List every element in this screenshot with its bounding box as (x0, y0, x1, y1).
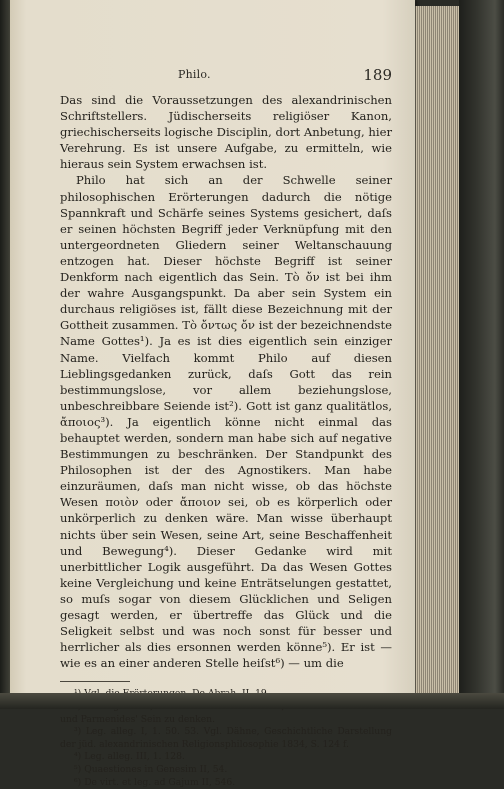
footnote: ³) Leg. alleg. I, 1. 50. 53. Vgl. Dähne, Geschichtliche Darstellung der jüd. alexandrinischen Religionsphilosophie 1834, S. 124 f. (60, 726, 392, 750)
running-title: Philo. (178, 68, 211, 81)
bottom-shadow (0, 693, 504, 709)
book-page (10, 0, 415, 788)
running-head (60, 60, 392, 86)
footnote: ⁴) Leg. alleg. III, 1. 128. (74, 751, 185, 763)
paragraph: Das sind die Voraussetzungen des alexandrinischen Schriftstellers. Jüdischerseits religiöser Kanon, griechischerseits logische Disciplin, dort Anbetung, hier Verehrung. Es ist unsere Aufgabe, zu ermitteln, wie hieraus sein System erwachsen ist. (60, 93, 392, 172)
footnote: ⁶) De virt. et leg. ad Gajum II, 546. (74, 776, 236, 788)
footnote: ⁵) Quaestiones in Genesim II, 54. (74, 763, 228, 775)
footnote-rule (60, 681, 130, 682)
page-number: 189 (363, 66, 392, 84)
page-fore-edge (415, 6, 460, 696)
text-block (60, 60, 392, 789)
book-cover-edge (459, 0, 504, 709)
body-text (60, 92, 392, 671)
footnote: und Parmenides' Sein zu denken. (60, 713, 216, 725)
paragraph: Philo hat sich an der Schwelle seiner philosophischen Erörterungen dadurch die nötige Spannkraft und Schärfe seines Systems gesichert, daſs er seinen höchsten Begriff jeder Verknüpfung mit den untergeordneten Gliedern seiner Weltanschauung entzogen hat. Dieser höchste Begriff ist seiner Denkform nach eigentlich das Sein. Τὸ ὄν ist bei ihm der wahre Ausgangspunkt. Da aber sein System ein durchaus religiöses ist, fällt diese Bezeichnung mit der Gottheit zusammen. Τὸ ὄντως ὄν ist der bezeichnendste Name Gottes¹). Ja es ist dies eigentlich sein einziger Name. Vielfach kommt Philo auf diesen Lieblingsgedanken zurück, daſs Gott das rein bestimmungslose, vor allem beziehungslose, unbeschreibbare Seiende ist²). Gott ist ganz qualitätlos, ἄποιος³). Ja eigentlich könne nicht einmal das behauptet werden, sondern man habe sich auf negative Bestimmungen zu beschränken. Der Standpunkt des Philosophen ist der des Agnostikers. Man habe einzuräumen, daſs man nicht wisse, ob das höchste Wesen ποιὸν oder ἄποιον sei, ob es körperlich oder unkörperlich zu denken wäre. Man wisse überhaupt nichts über sein Wesen, seine Art, seine Beschaffenheit und Bewegung⁴). Dieser Gedanke wird mit unerbittlicher Logik ausgeführt. Da das Wesen Gottes keine Vergleichung und keine Enträtselungen gestattet, so muſs sogar von diesem Glücklichen und Seligen gesagt werden, er übertreffe das Glück und die Seligkeit selbst und was noch sonst für besser und herrlicher als dies ersonnen werden könne⁵). Er ist — wie es an einer anderen Stelle heiſst⁶) — um die (60, 173, 392, 671)
